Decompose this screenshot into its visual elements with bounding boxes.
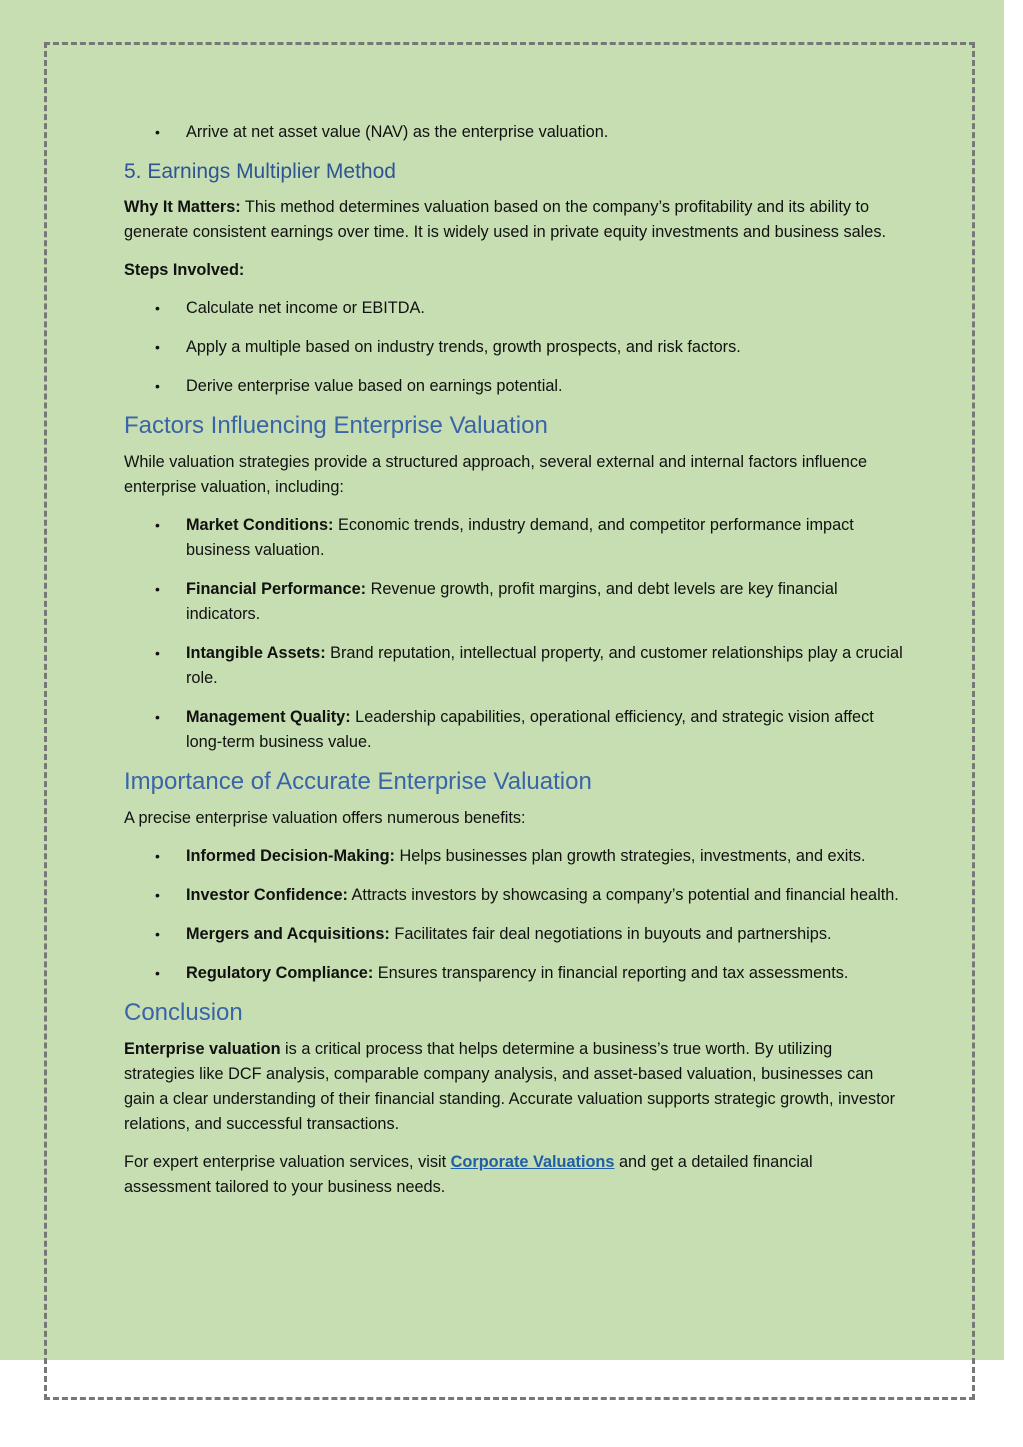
bullet-icon: • (155, 645, 160, 661)
earnings-steps-list (124, 296, 904, 399)
list-item-label: Mergers and Acquisitions: (186, 925, 390, 943)
list-item-text: Brand reputation, intellectual property, and customer relationships play a crucial role. (186, 644, 903, 687)
list-item (124, 844, 904, 869)
list-item-label: Financial Performance: (186, 580, 367, 598)
why-label: Why It Matters: (124, 198, 241, 216)
steps-label: Steps Involved: (124, 261, 245, 279)
list-item-text: Arrive at net asset value (NAV) as the enterprise valuation. (186, 123, 609, 141)
list-item-text: Revenue growth, profit margins, and debt levels are key financial indicators. (186, 580, 838, 623)
conclusion-bold-term: Enterprise valuation (124, 1040, 281, 1058)
asset-steps-list (124, 120, 904, 145)
list-item-text: Calculate net income or EBITDA. (186, 299, 425, 317)
list-item-label: Management Quality: (186, 708, 351, 726)
bullet-icon: • (155, 848, 160, 864)
list-item-label: Intangible Assets: (186, 644, 326, 662)
list-item (124, 120, 904, 145)
conclusion-paragraph-1 (124, 1037, 904, 1137)
section-heading-earnings: 5. Earnings Multiplier Method (124, 160, 396, 183)
corporate-valuations-link[interactable]: Corporate Valuations (450, 1153, 615, 1171)
list-item-text: Facilitates fair deal negotiations in buyouts and partnerships. (389, 925, 832, 943)
list-item-label: Investor Confidence: (186, 886, 348, 904)
list-item-text: Derive enterprise value based on earnings potential. (186, 377, 563, 395)
conclusion-cta-text-end: and get a detailed financial assessment tailored to your business needs. (124, 1153, 813, 1196)
list-item-text: Attracts investors by showcasing a company’s potential and financial health. (347, 886, 899, 904)
bullet-icon: • (155, 124, 160, 140)
bullet-icon: • (155, 926, 160, 942)
bullet-icon: • (155, 339, 160, 355)
section-heading-importance: Importance of Accurate Enterprise Valuation (124, 768, 592, 795)
list-item-text: Leadership capabilities, operational efficiency, and strategic vision affect long-term business value. (186, 708, 874, 751)
factors-intro: While valuation strategies provide a structured approach, several external and internal factors influence enterprise valuation, including: (124, 453, 868, 496)
list-item-text: Ensures transparency in financial reporting and tax assessments. (373, 964, 849, 982)
bullet-icon: • (155, 378, 160, 394)
conclusion-text: is a critical process that helps determine a business’s true worth. By utilizing strategies like DCF analysis, comparable company analysis, and asset-based valuation, businesses can gain a clear understanding of their financial standing. Accurate valuation supports strategic growth, investor relations, and successful transactions. (124, 1040, 896, 1133)
bullet-icon: • (155, 965, 160, 981)
conclusion-cta-text: For expert enterprise valuation services, visit (124, 1153, 451, 1171)
bullet-icon: • (155, 887, 160, 903)
list-item-text: Apply a multiple based on industry trends, growth prospects, and risk factors. (186, 338, 741, 356)
bullet-icon: • (155, 300, 160, 316)
list-item (124, 641, 904, 691)
importance-intro: A precise enterprise valuation offers numerous benefits: (124, 809, 526, 827)
list-item-label: Market Conditions: (186, 516, 334, 534)
list-item-label: Regulatory Compliance: (186, 964, 374, 982)
conclusion-paragraph-2 (124, 1150, 904, 1200)
list-item (124, 374, 904, 399)
list-item (124, 922, 904, 947)
list-item (124, 577, 904, 627)
document-content (124, 120, 904, 1213)
section-heading-factors: Factors Influencing Enterprise Valuation (124, 412, 548, 439)
earnings-why-paragraph (124, 195, 904, 245)
bullet-icon: • (155, 709, 160, 725)
list-item (124, 961, 904, 986)
list-item (124, 705, 904, 755)
section-heading-conclusion: Conclusion (124, 999, 243, 1026)
importance-list (124, 844, 904, 986)
list-item (124, 513, 904, 563)
list-item (124, 296, 904, 321)
factors-list (124, 513, 904, 755)
list-item-text: Helps businesses plan growth strategies, investments, and exits. (394, 847, 866, 865)
why-text: This method determines valuation based on the company’s profitability and its ability to generate consistent earnings over time. It is widely used in private equity investments and business sales. (124, 198, 886, 241)
list-item (124, 883, 904, 908)
bullet-icon: • (155, 581, 160, 597)
bullet-icon: • (155, 517, 160, 533)
list-item (124, 335, 904, 360)
list-item-text: Economic trends, industry demand, and competitor performance impact business valuation. (186, 516, 854, 559)
steps-label-paragraph (124, 258, 904, 283)
list-item-label: Informed Decision-Making: (186, 847, 395, 865)
